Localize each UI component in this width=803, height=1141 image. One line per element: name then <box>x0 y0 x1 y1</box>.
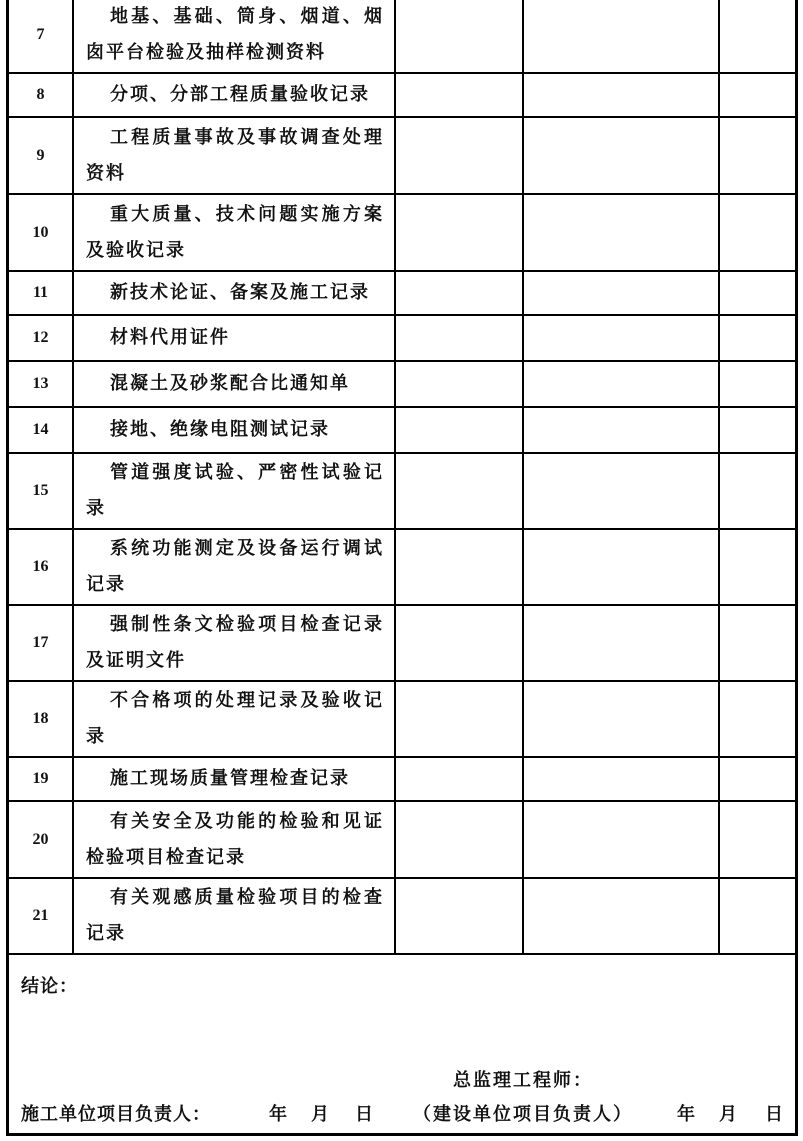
row-item-name <box>73 271 395 315</box>
blank-cell-b[interactable] <box>523 529 719 605</box>
table-row <box>9 117 795 194</box>
table-row <box>9 801 795 878</box>
table-row <box>9 361 795 407</box>
row-number: 12 <box>9 315 73 361</box>
row-item-text: 地基、基础、筒身、烟道、烟囱平台检验及抽样检测资料 <box>86 6 384 63</box>
row-item-name <box>73 529 395 605</box>
conclusion-label: 结论： <box>21 976 78 997</box>
table-row <box>9 0 795 73</box>
row-item-text: 工程质量事故及事故调查处理资料 <box>86 126 384 184</box>
row-number: 16 <box>9 529 73 605</box>
blank-cell-a[interactable] <box>395 878 523 954</box>
contractor-year-label: 年 <box>269 1104 287 1125</box>
row-item-text: 材料代用证件 <box>110 327 230 348</box>
blank-cell-a[interactable] <box>395 407 523 453</box>
row-item-name <box>73 407 395 453</box>
table-row <box>9 757 795 801</box>
row-item-text: 系统功能测定及设备运行调试记录 <box>86 538 384 595</box>
blank-cell-b[interactable] <box>523 73 719 117</box>
table-row <box>9 605 795 681</box>
blank-cell-a[interactable] <box>395 801 523 878</box>
contractor-day-label: 日 <box>355 1104 373 1125</box>
row-item-text: 强制性条文检验项目检查记录及证明文件 <box>86 614 384 671</box>
blank-cell-c[interactable] <box>719 605 795 681</box>
row-item-name <box>73 194 395 271</box>
row-item-text: 不合格项的处理记录及验收记录 <box>86 690 384 747</box>
blank-cell-b[interactable] <box>523 801 719 878</box>
row-number: 10 <box>9 194 73 271</box>
row-item-text: 接地、绝缘电阻测试记录 <box>110 419 330 440</box>
blank-cell-b[interactable] <box>523 117 719 194</box>
row-item-name <box>73 315 395 361</box>
blank-cell-c[interactable] <box>719 315 795 361</box>
blank-cell-c[interactable] <box>719 757 795 801</box>
records-table <box>9 0 795 955</box>
blank-cell-c[interactable] <box>719 407 795 453</box>
table-row <box>9 453 795 529</box>
blank-cell-a[interactable] <box>395 681 523 757</box>
row-item-text: 重大质量、技术问题实施方案及验收记录 <box>86 203 384 261</box>
row-item-name <box>73 0 395 73</box>
row-number: 7 <box>9 0 73 73</box>
records-table-body <box>9 0 795 954</box>
row-number: 9 <box>9 117 73 194</box>
blank-cell-a[interactable] <box>395 361 523 407</box>
row-item-text: 新技术论证、备案及施工记录 <box>110 282 370 303</box>
blank-cell-a[interactable] <box>395 0 523 73</box>
row-number: 8 <box>9 73 73 117</box>
row-item-name <box>73 757 395 801</box>
blank-cell-c[interactable] <box>719 271 795 315</box>
row-item-name <box>73 878 395 954</box>
blank-cell-c[interactable] <box>719 194 795 271</box>
blank-cell-b[interactable] <box>523 407 719 453</box>
blank-cell-c[interactable] <box>719 361 795 407</box>
owner-year-label: 年 <box>677 1104 695 1125</box>
blank-cell-a[interactable] <box>395 757 523 801</box>
blank-cell-a[interactable] <box>395 117 523 194</box>
row-item-text: 分项、分部工程质量验收记录 <box>110 84 370 105</box>
blank-cell-b[interactable] <box>523 315 719 361</box>
blank-cell-c[interactable] <box>719 681 795 757</box>
blank-cell-c[interactable] <box>719 73 795 117</box>
table-row <box>9 529 795 605</box>
blank-cell-b[interactable] <box>523 194 719 271</box>
owner-signature-label: （建设单位项目负责人） <box>413 1104 633 1125</box>
row-number: 15 <box>9 453 73 529</box>
table-row <box>9 878 795 954</box>
row-item-name <box>73 801 395 878</box>
row-number: 18 <box>9 681 73 757</box>
row-number: 17 <box>9 605 73 681</box>
blank-cell-a[interactable] <box>395 315 523 361</box>
owner-month-label: 月 <box>719 1104 737 1125</box>
row-number: 20 <box>9 801 73 878</box>
owner-day-label: 日 <box>765 1104 783 1125</box>
blank-cell-b[interactable] <box>523 453 719 529</box>
row-number: 19 <box>9 757 73 801</box>
blank-cell-c[interactable] <box>719 801 795 878</box>
blank-cell-b[interactable] <box>523 361 719 407</box>
row-item-name <box>73 117 395 194</box>
row-item-name <box>73 361 395 407</box>
row-number: 21 <box>9 878 73 954</box>
row-item-name <box>73 73 395 117</box>
blank-cell-c[interactable] <box>719 529 795 605</box>
blank-cell-a[interactable] <box>395 73 523 117</box>
blank-cell-b[interactable] <box>523 0 719 73</box>
blank-cell-c[interactable] <box>719 878 795 954</box>
blank-cell-b[interactable] <box>523 605 719 681</box>
blank-cell-c[interactable] <box>719 0 795 73</box>
table-row <box>9 407 795 453</box>
blank-cell-c[interactable] <box>719 453 795 529</box>
blank-cell-a[interactable] <box>395 605 523 681</box>
contractor-month-label: 月 <box>311 1104 329 1125</box>
blank-cell-a[interactable] <box>395 529 523 605</box>
blank-cell-a[interactable] <box>395 271 523 315</box>
record-sheet <box>6 0 798 1136</box>
row-item-name <box>73 453 395 529</box>
blank-cell-b[interactable] <box>523 271 719 315</box>
row-number: 13 <box>9 361 73 407</box>
table-row <box>9 315 795 361</box>
blank-cell-a[interactable] <box>395 453 523 529</box>
row-item-text: 有关安全及功能的检验和见证检验项目检查记录 <box>86 810 384 868</box>
blank-cell-a[interactable] <box>395 194 523 271</box>
blank-cell-b[interactable] <box>523 757 719 801</box>
row-item-text: 有关观感质量检验项目的检查记录 <box>86 887 384 944</box>
conclusion-section <box>9 954 795 1134</box>
blank-cell-c[interactable] <box>719 117 795 194</box>
row-item-name <box>73 605 395 681</box>
table-row <box>9 681 795 757</box>
blank-cell-b[interactable] <box>523 681 719 757</box>
row-item-text: 混凝土及砂浆配合比通知单 <box>110 373 350 394</box>
table-row <box>9 271 795 315</box>
blank-cell-b[interactable] <box>523 878 719 954</box>
row-item-name <box>73 681 395 757</box>
chief-engineer-label: 总监理工程师： <box>453 1070 593 1091</box>
row-number: 14 <box>9 407 73 453</box>
table-row <box>9 73 795 117</box>
row-item-text: 施工现场质量管理检查记录 <box>110 768 350 789</box>
row-item-text: 管道强度试验、严密性试验记录 <box>86 462 384 519</box>
row-number: 11 <box>9 271 73 315</box>
contractor-signature-label: 施工单位项目负责人： <box>21 1104 211 1125</box>
table-row <box>9 194 795 271</box>
